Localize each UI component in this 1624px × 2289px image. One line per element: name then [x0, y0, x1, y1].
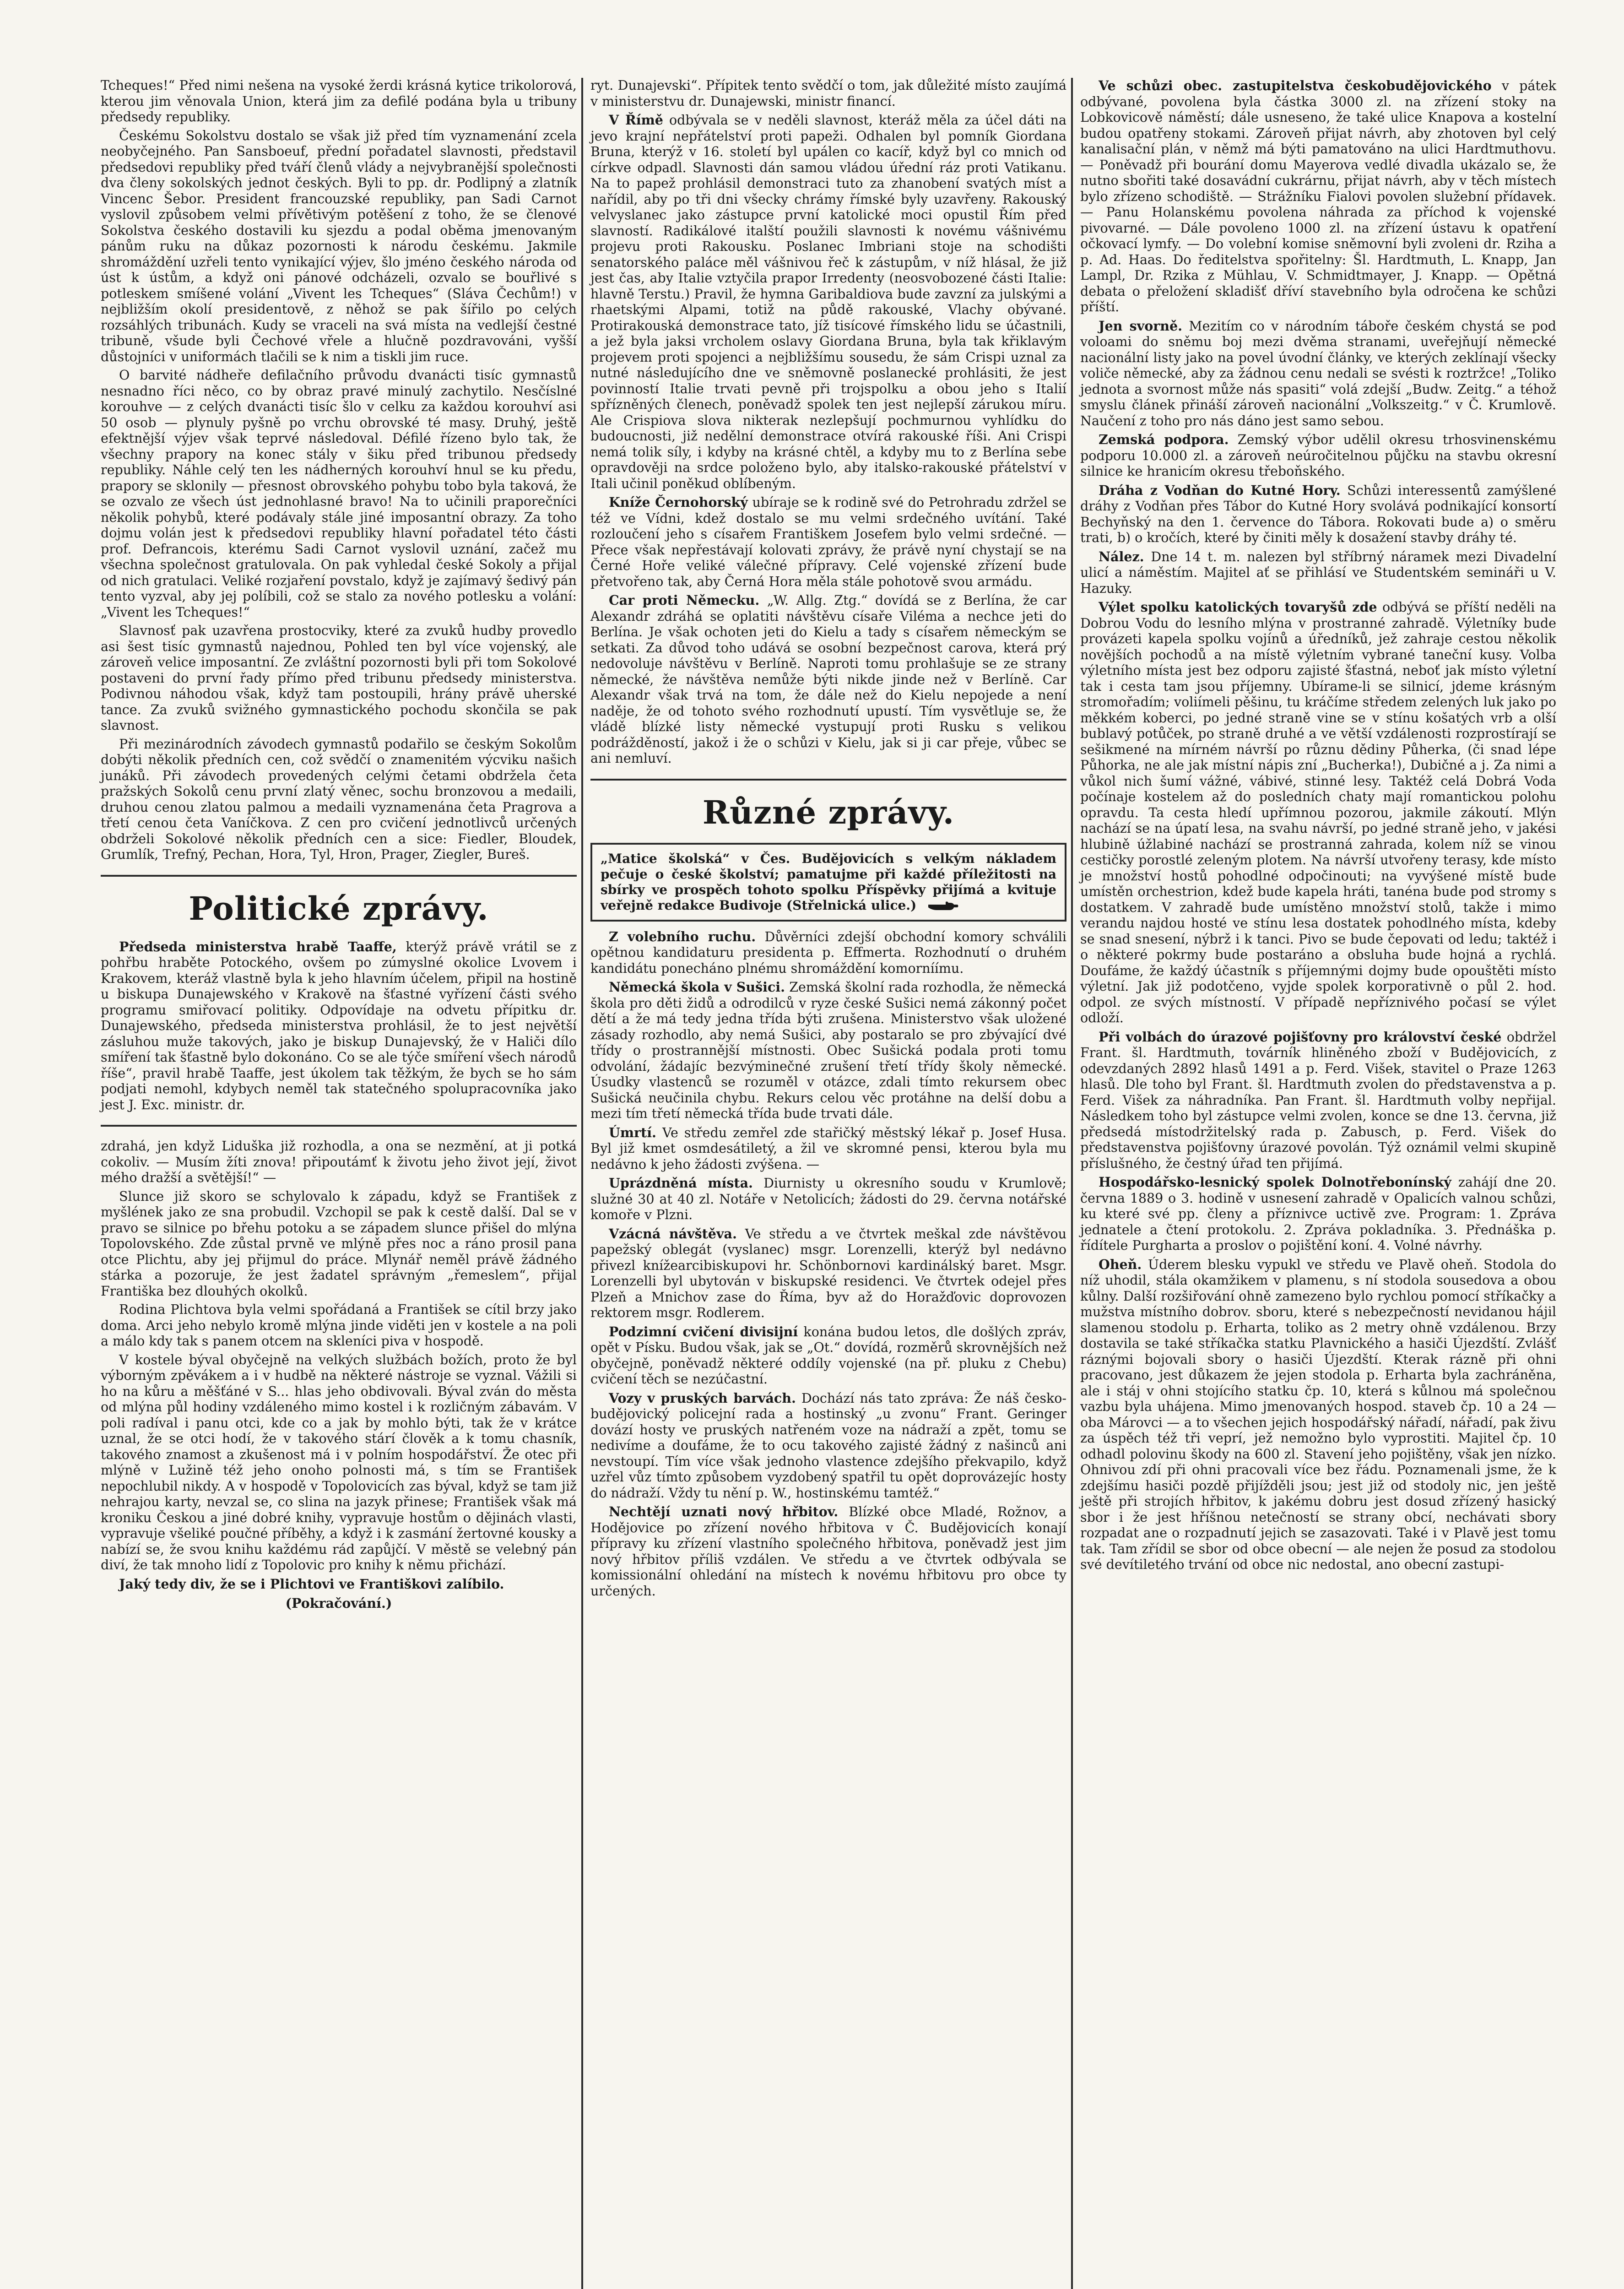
- news-item: [1080, 599, 1556, 1026]
- news-item-lead: Car proti Německu.: [609, 592, 760, 608]
- news-item-text: „W. Allg. Ztg.“ dovídá se z Berlína, že car Alexandr zdráhá se oplatiti návštěvu císaře Viléma a nechce jeti do Berlína. Je však ochoten jeti do Kielu a tady s císařem německým se setkati. Za důvod toho udává se osobní bezpečnost carova, která prý nedovoluje návštěvu v Berlíně. Naproti tomu prohlašuje se ze strany německé, že návštěva nemůže býti nikde jinde než v Berlíně. Car Alexandr však trvá na tom, že dále než do Kielu nepojede a není naděje, že od tohoto svého rozhodnutí upustí. Tím vysvětluje se, že vládě blízké listy německé vystupují proti Rusku s velikou podrážděností, jakož i že o schůzi v Kielu, jak si ji car přeje, vůbec se ani nemluví.: [590, 593, 1066, 766]
- news-item: [1080, 549, 1556, 597]
- section-heading-various: Různé zprávy.: [702, 793, 955, 831]
- news-item: [1080, 1174, 1556, 1254]
- news-item: [590, 929, 1066, 977]
- news-item: [1080, 1257, 1556, 1573]
- pointing-hand-icon: [927, 898, 959, 913]
- article-paragraph: O barvité nádheře defilačního průvodu dvanácti tisíc gymnastů nesnadno říci něco, co by obraz pravé minulý zachytilo. Nesčíslné korouhve — z celých dvanácti tisíc šlo v celku za každou korouhví asi 50 osob — plynuly pyšně po vrchu obrovské té masy. Druhý, ještě efektnější výjev však teprvé následoval. Défilé řízeno bylo tak, že všechny prapory na konec stály v šiku před tribunou předsedy republiky. Náhle celý ten les nádherných korouhví hnul se ku předu, prapory se sklonily — přesnost obrovského pohybu tobo byla taková, že se ozvalo ze všech úst jednohlasné bravo! Na to učinili praporečníci několik pohybů, které podávaly stále jiné imposantní obrazy. Za toho dojmu volán jest k předsedovi republiky hlavní pořadatel této části prof. Defrancois, kterému Sadi Carnot vyslovil uznání, začež mu všechna společnost gratulovala. On pak vyhledal české Sokoly a přijal od nich gratulaci. Veliké rozjaření povstalo, když je zajímavý šedivý pán tento vyzval, aby jej políbili, což se stalo za nového potlesku a volání: „Vivent les Tcheques!“: [101, 368, 577, 620]
- news-item-lead: Předseda ministerstva hrabě Taaffe,: [119, 938, 397, 955]
- news-item: [1080, 432, 1556, 480]
- news-item: [590, 1324, 1066, 1388]
- news-item-lead: Podzimní cvičení divisijní: [609, 1323, 798, 1340]
- feuilleton-paragraph: Rodina Plichtova byla velmi spořádaná a František se cítil brzy jako doma. Arci jeho nebylo kromě mlýna jinde viděti jen v kostele a na poli a málo kdy tak s panem otcem na skleníci piva v hospodě.: [101, 1302, 577, 1349]
- feuilleton-paragraph: Slunce již skoro se schylovalo k západu, když se František z myšlének jako ze sna probudil. Vzchopil se pak k cestě další. Dal se v pravo se silnice po břehu potoku a se západem slunce přišel do mlýna Topolovského. Zde zůstal prvně ve mlýně přes noc a ráno prosil pana otce Plichtu, aby jej přijmul do práce. Mlynář neměl právě žádného stárka a pozoruje, že jest žadatel správným „řemeslem“, přijal Františka bez dlouhých okolků.: [101, 1188, 577, 1299]
- news-item: ryt. Dunajevski“. Přípitek tento svědčí o tom, jak důležité místo zaujímá v ministerstvu dr. Dunajewski, ministr financí.: [590, 78, 1066, 109]
- column-rule: [581, 78, 583, 2289]
- news-item: [590, 112, 1066, 492]
- news-item-text: zahájí dne 20. června 1889 o 3. hodině v usnesení zahradě v Opalicích valnou schůzi, ku které své pp. členy a příznivce uctivě zve. Program: 1. Zpráva jednatele a čtení protokolu. 2. Zpráva pokladníka. 3. Přednáška p. řídítele Purgharta a proslov o pojištění koní. 4. Volné návrhy.: [1080, 1175, 1557, 1253]
- news-item-text: Úderem blesku vypukl ve středu ve Plavě oheň. Stodola do níž uhodil, stála okamžikem v plamenu, s ní stodola sousedova a obou kůlny. Další rozšiřování ohně zamezeno bylo rychlou pomocí stříkačky a mužstva místního dobrov. sboru, které s nebezpečností nevidanou hájil slamenou stodolu p. Erharta, toliko as 2 metry ohně vzdálenou. Brzy dostavila se také stříkačka statku Plavnického a hasiči Újezdští. Zvlášť ráznými bojovali sbory o hasiči Újezdští. Kterak rázně při ohni pracovano, jest důkazem že jejen stodola p. Erharta byla zachráněna, ale i stáj v ohni stojícího statku čp. 10, která s kůlnou má společnou vazbu byla uhájena. Mimo jmenovaných hospod. staveb čp. 10 a 24 — oba Márovci — a to všechen jejich hospodářský nářadí, nářadí, pak živu za úspěch též tři veprí, jež nemožno bylo vyprostiti. Majitel čp. 10 odhadl polovinu škody na 600 zl. Stavení jeho pojištěny, však jen nízko. Ohnivou zdí při ohni pracovali více bez řádu. Poznamenali jsme, že k zdejšímu hasiči pozdě přijížděli jsou; jest již od stodoly nic, jen ještě ještě při strojích hřbitov, k jakému dobru jest dosud zřízený hasický sbor i že jest hříšnou netečností se strany obcí, nechávati sbory rozpadat ane o rozpadnutí jejich se zasazovati. Také i v Plavě jest tomu tak. Tam zřídil se sbor od obce obecní — ale nejen že posud za stodolou své devítiletého trvání od obce nic nedostal, ano obecní zastupi-: [1080, 1257, 1556, 1572]
- section-rule: [101, 1125, 577, 1127]
- news-item-text: odbývala se v neděli slavnost, kteráž měla za účel dáti na jevo krajní nepřátelství proti papeži. Odhalen byl pomník Giordana Bruna, kterýž v 16. století byl upálen co kacíř, když byl co mnich od církve odpadl. Slavnosti dán samou vládou úřední ráz proti Vatikanu. Na to papež prohlásil demonstraci tuto za zhanobení svatých míst a nařídil, aby po tři dni všecky chrámy římské byly uzavřeny. Rakouský velvyslanec jako zástupce první katolické moci opustil Řím před slavností. Radikálové italští použili slavnosti k novému vášnivému projevu proti Rakousku. Poslanec Imbriani stoje na schodišti senatorského paláce měl vášnivou řeč k zástupům, v níž hlásal, že již jest čas, aby Italie vztyčila prapor Irredenty (neosvobozené části Italie: hlavně Terstu.) Pravil, že hymna Garibaldiova bude zavzní za julskými a rhaetskými Alpami, totiž na půdě rakouské, Vlachy obývané. Protirakouská demonstrace tato, jíž tisícové římského lidu se účastnili, a jež byla jaksi vrcholem oslavy Giordana Bruna, byla tak křiklavým projevem proti spojenci a nejbližšímu sousedu, že sám Crispi uznal za nutné následujícího dne ve sněmovně poslanecké prohlásiti, že jest povinností Italie trvati pevně při trojspolku a obou jeho s Italií spřízněných členech, poněvadž spolek ten jest nejlepší zárukou míru. Ale Crispiova slova nikterak nezlepšují pochmurnou vyhlídku do budoucnosti, již nedělní demonstrace otvírá rakouské říši. Ani Crispi nemá tolik síly, i kdyby na krásné chtěl, a kdyby mu to z Berlína sebe opravdověji na srdce položeno bylo, aby italsko-rakouské přátelství v Itali učinil poněkud oblíbeným.: [590, 113, 1066, 491]
- news-item-text: Ve středu zemřel zde stařičký městský lékař p. Josef Husa. Byl již kmet osmdesátiletý, a žil ve skromné pensi, kterou byla mu nedávno k jeho žádosti zvýšena. —: [590, 1125, 1066, 1172]
- news-item-lead: V Římě: [609, 112, 663, 128]
- news-item-text: Mezitím co v národním táboře českém chystá se pod voloami do sněmu boj mezi dvěma stranami, uveřejňují německé nacionální listy jako na povel úvodní články, ve kterých zeklínají všecky voliče německé, aby za žádnou cenu nedali se svésti k roztržce! „Toliko jednota a svornost může nás spasiti“ volá zdejší „Budw. Zeitg.“ a téhož smyslu článek přináší zároveň nacionální „Volkszeitg.“ v Č. Krumlově. Naučení z toho pro nás dáno jest samo sebou.: [1080, 318, 1557, 429]
- column-rule: [1071, 78, 1073, 2289]
- feuilleton-paragraph: V kostele býval obyčejně na velkých službách božích, proto že byl výborným zpěvákem a i v hudbě na některé nástroje se vyznal. Vážili si ho na kůru a měšťáné v S... hlas jeho obdivovali. Býval zván do města od mlýna půl hodiny vzdáleného mimo kostel i k rozličným zábavám. V poli radíval i panu otci, kde co a jak by mohlo býti, tak že v krátce uznal, že se otci hodí, že v takového stárí člověk a k tomu chasník, takového znamost a zkušenost má i v polním hospodářství. Že otec při mlýně v Lužině též jeho onoho polnosti má, s tím se František nepochlubil nikdy. A v hospodě v Topolovicích zas býval, když se tam již nehrajou karty, nevzal se, co slina na jazyk přinese; František však má kroniku Českou a jiné dobré knihy, vypravuje hostům o dějinách vlasti, vypravuje všeliké poučné příběhy, a když i k zasmání žertovné kousky a nabízí se, že svou knihu každému rád zapůjčí. V městě se velebný pán diví, že tak mnoho lidí z Topolovic pro knihy k němu přichází.: [101, 1352, 577, 1573]
- column-1: [101, 78, 577, 1614]
- news-item-lead: Nechtějí uznati nový hřbitov.: [609, 1504, 839, 1519]
- notice-text: „Matice školská“ v Čes. Budějovicích s velkým nákladem pečuje o české školství; pamatujme při každé příležitosti na sbírky ve prospěch tohoto spolku Příspěvky přijímá a kvituje veřejně redakce Budivoje (Střelnická ulice.): [601, 851, 1056, 913]
- news-item-text: Dne 14 t. m. nalezen byl stříbrný náramek mezi Divadelní ulicí a náměstím. Majitel ať se přihlásí ve Studentském semináři u V. Hazuky.: [1080, 549, 1557, 596]
- news-item-lead: Uprázdněná místa.: [609, 1175, 753, 1191]
- matice-notice-box: [590, 843, 1066, 922]
- news-item-lead: Vozy v pruských barvách.: [609, 1390, 796, 1406]
- news-item: [590, 1125, 1066, 1173]
- news-item-lead: Výlet spolku katolických tovaryšů zde: [1099, 599, 1377, 615]
- news-item-text: v pátek odbývané, povolena byla částka 3000 zl. na zřízení stoky na Lobkovicově náměstí; dále usneseno, že také ulice Knapova a kostelní budou opatřeny stokami. Zároveň přijat návrh, aby zhotoven byl celý kanalisační plán, v němž má býti pamatováno na ulici Hardtmuthovu. — Poněvadž při bourání domu Mayerova vedlé divadla ukázalo se, že nutno sbořiti také dosavádní cukrárnu, přijat návrh, aby v těch místech bylo zřízeno schodiště. — Strážníku Fialovi povolen služební přídavek. — Panu Holanskému povolena náhrada za příchod k vojenské pivovarné. — Dále povoleno 1000 zl. na zřízení ústavu k opatření očkovací lymfy. — Do volební komise sněmovní byli zvoleni dr. Rziha a p. Ad. Haas. Do ředitelstva spořitelny: Šl. Hardtmuth, L. Knapp, Jan Lampl, Dr. Rzika z Mühlau, V. Schmidtmayer, J. Knapp. — Opětná debata o přeložení skladišť dříví stavebního byla odročena ke schůzi příští.: [1080, 78, 1557, 315]
- news-item: [1080, 318, 1556, 429]
- news-item: [1080, 483, 1556, 546]
- news-item-lead: Německá škola v Sušici.: [609, 979, 785, 995]
- news-item-text: konána budou letos, dle došlých zpráv, opět v Písku. Budou však, jak se „Ot.“ dovídá, rozměrů skrovnějších než obyčejně, poněvadž některé oddíly vojenské (na př. pluku z Chebu) cvičení těch se nezúčastní.: [590, 1324, 1066, 1387]
- feuilleton-paragraph: zdrahá, jen když Liduška již rozhodla, a ona se nezmění, at ji potká cokoliv. — Musím žíti znova! připoutámť k životu jeho život její, život mého dražší a světější!“ —: [101, 1139, 577, 1185]
- news-item: [1080, 78, 1556, 315]
- news-item-text: Schůzi interessentů zamýšlené dráhy z Vodňan přes Tábor do Kutné Hory svolává podnikající konsortí Bechyňský na den 1. července do Tábora. Rokovati bude a) o směru trati, b) o kročích, které by činiti měly k dosažení stavby dráhy té.: [1080, 483, 1557, 545]
- news-item: [590, 979, 1066, 1122]
- news-item-lead: Hospodářsko-lesnický spolek Dolnotřebonínský: [1099, 1174, 1451, 1190]
- news-item: [590, 1226, 1066, 1321]
- column-2: [590, 78, 1066, 1602]
- section-rule: [590, 779, 1066, 781]
- section-heading-political: Politické zprávy.: [189, 889, 489, 928]
- section-rule: [101, 875, 577, 877]
- news-item-text: Diurnisty u okresního soudu v Krumlově; služné 30 at 40 zl. Notáře v Netolicích; žádosti do 29. června notářské komoře v Plzni.: [590, 1176, 1067, 1222]
- news-item: [590, 592, 1066, 767]
- news-item-lead: Jen svorně.: [1099, 318, 1183, 334]
- news-item-lead: Z volebního ruchu.: [609, 928, 756, 944]
- news-item-lead: Úmrtí.: [609, 1124, 656, 1140]
- news-item: [1080, 1029, 1556, 1172]
- news-item: [590, 1504, 1066, 1599]
- news-item-text: Ve středu a ve čtvrtek meškal zde návštěvou papežský oblegát (vyslanec) msgr. Lorenzelli, kterýž byl nedávno přivezl knížearcibiskupovi hr. Schönbornovi kardinálský baret. Msgr. Lorenzelli byl ubytován v biskupské residenci. Ve čtvrtek odejel přes Plzeň a Mnichov zase do Říma, byv až do Horažďovic doprovozen rektorem msgr. Rodlerem.: [590, 1226, 1067, 1320]
- news-item-lead: Kníže Černohorský: [609, 494, 748, 510]
- news-item-lead: Vzácná návštěva.: [609, 1226, 737, 1242]
- news-item-text: odbývá se příští neděli na Dobrou Vodu do lesního mlýna v prostranné zahradě. Výletníky bude provázeti kapela spolku vojínů a úředníků, jež zahraje cestou několik novějších pochodů a na místě výletním vybrané taneční kusy. Volba výletního místa jest bez odporu zajisté šťastná, neboť jak místo výletní tak i cesta tam jsou příjemny. Ubírame-li se silnicí, jdeme krásným stromořadím; voliímeli pěšinu, tu kráčíme středem zelených luk jako po měkkém koberci, po jedné straně vine se v stínu košatých vrb a olší bublavý potůček, po straně druhé a ve větší vzdálenosti rozprostírají se sešikmené na mírném návrší po různu dědiny Půherka, (či snad lépe Půhorka, ne ale jak místní nápis zní „Bucherka!), Dubičné a j. Za nimi a vůkol nich šumí vážné, vábivé, stinné lesy. Taktéž celá Dobrá Voda počínaje kostelem až do posledních chaty mají romantickou polohu opravdu. Ta cesta hledí upřímnou pozorou, jakmile zákoutí. Mlýn nachází se na úpatí lesa, na svahu návrší, po jedné straně jeho, v jakési hlubině úžlabiné nachází se prostranná zahrada, kolem níž se vinou cestičky porostlé zeleným plotem. Na návrší utvořeny terasy, kde místo je množství hostů pohodlné odpočinouti; na vyvýšené místě bude umístěn orchestrion, kdež bude kapela hráti, tanéna bude pod stromy s dostatkem. V zahradě bude umístěno množství stolů, takže i mimo verandu najdou hosté ve stínu lesa dostatek pohodlného místa, kdeby se snad snesení, nýbrž i k tanci. Pivo se bude čepovati od ledu; taktéž i o některé pokrmy bude postaráno a obsluha bude hojná a rychlá. Doufáme, že každý účastník s příjemnými dojmy bude opouštěti místo výletní. Jak již podotčeno, vyjde spolek korporativně o půl 2. hod. odpol. ze svých místností. V případě nepříznivého počasí se výlet odloží.: [1080, 600, 1557, 1025]
- feuilleton-paragraph: Jaký tedy div, že se i Plichtovi ve Františkovi zalíbilo.: [119, 1576, 504, 1592]
- news-item-text: Blízké obce Mladé, Rožnov, a Hodějovice po zřízení nového hřbitova v Č. Budějovicích konají přípravy ku zřízení vlastního společného hřbitova, poněvadž jest jim nový hřbitov příliš vzdálen. Ve středu a ve čtvrtek odbývala se komissionální ohledání na místech k novému hřbitovu pro obce ty určených.: [590, 1504, 1066, 1599]
- news-item-text: Dochází nás tato zpráva: Že náš česko-budějovický policejní rada a hostinský „u zvonu“ Frant. Geringer dovází hosty ve pruských natřeném voze na nádraží a zpět, tomu se nedivíme a doufáme, že to ocu takového zajisté žádný z našinců ani nevstoupí. Tím více však jednoho vlastence zdejšího překvapilo, když uzřel vůz tímto způsobem vyzdobený spatřil tu opět doprovázejíc hosty do nádraží. Vždy tu nění p. W., hostinskému tamtéž.“: [590, 1390, 1067, 1501]
- news-item: [590, 1175, 1066, 1223]
- news-item-text: Důvěrníci zdejší obchodní komory schválili opětnou kandidaturu presidenta p. Effmerta. Rozhodnutí o druhém kandidátu ponecháno plnému shromáždění komorníímu.: [590, 929, 1066, 976]
- news-item-text: kterýž právě vrátil se z pohřbu hraběte Potockého, ovšem po zúmyslné okolice Lvovem i Krakovem, kteráž vlastně byla k jeho hlavním účelem, připil na hostině u biskupa Dunajewského v Krakově na šťastné vyřízení části svého programu smiřovací politiky. Odpovídaje na odvetu přípitku dr. Dunajewského, předseda ministerstva prohlásil, že to jest největší zásluhou muže takových, jako je biskup Dunajevský, že v Haliči dílo smíření tak šťastně bylo dokonáno. Co se ale týče smíření všech národů říše“, pravil hrabě Taaffe, jest úkolem tak těžkým, že bych se ho sám podjati nemohl, kdybych neměl tak statečného spolupracovníka jako jest J. Exc. ministr. dr.: [101, 939, 577, 1112]
- news-item-lead: Při volbách do úrazové pojišťovny pro království české: [1099, 1029, 1502, 1045]
- continuation-note: (Pokračování.): [285, 1595, 392, 1611]
- news-item-text: Zemský výbor udělil okresu trhosvinenskému podporu 10.000 zl. a zároveň neúročitelnou půjčku na stavbu okresní silnice ke hranicím okresu třeboňského.: [1080, 432, 1557, 479]
- news-item-text: Zemská školní rada rozhodla, že německá škola pro děti židů a odrodilců v ryze české Sušici nemá zákonný počet dětí a že má tedy jedna třída býti zrušena. Ministerstvo však uložené zásady rozhodlo, aby nemá Sušici, aby postaralo se pro zbývající dvé třídy o prostrannější místnosti. Obec Sušická podala proti tomu odvolání, žádajíc bezvýminečné zrušení třetí třídy školy německé. Úsudky vlastenců se rozuměl v otázce, zdali tímto rekursem obec Sušická neučinila chybu. Rekurs celou věc protáhne na delší dobu a mezi tím třetí německá třída bude trvati dále.: [590, 980, 1066, 1121]
- news-item-lead: Dráha z Vodňan do Kutné Hory.: [1099, 482, 1341, 498]
- news-item-lead: Oheň.: [1099, 1256, 1142, 1272]
- article-paragraph: Při mezinárodních závodech gymnastů podařilo se českým Sokolům dobýti několik předních cen, což svědčí o znamenitém výcviku našich junáků. Při závodech provedených celými četami obdržela četa pražských Sokolů cenu první zlatý věnec, sochu bronzovou a medaili, druhou cenou zlatou palmou a medaili vyznamenána četa Pragrova a třetí cenou četa Vaníčkova. Z cen pro cvičení jednotlivců určených obdrželi Sokolové několik předních cen a sice: Fiedler, Bloudek, Grumlík, Trefný, Pechan, Hora, Tyl, Hron, Prager, Ziegler, Bureš.: [101, 736, 577, 862]
- news-item-lead: Zemská podpora.: [1099, 432, 1229, 447]
- news-item-text: ubíraje se k rodině své do Petrohradu zdržel se též ve Vídni, kdež dostalo se mu velmi srdečného uvítání. Také rozloučení jeho s císařem Františkem Josefem bylo velmi srdečné. — Přece však nepřestávají kolovati zprávy, že právě nyní chystají se na Černé Hoře veliké válečné přípravy. Celé vojenské zřízení bude přetvořeno tak, aby Černá Hora měla stále pohotově svou armádu.: [590, 495, 1067, 589]
- news-item-text: obdržel Frant. šl. Hardtmuth, továrník hliněného zboží v Budějovicích, z odevzdaných 2892 hlasů 1491 a p. Ferd. Višek, stavitel o Praze 1263 hlasů. Dle toho byl Frant. šl. Hardtmuth zvolen do představenstva a p. Ferd. Višek za náhradníka. Pan Frant. šl. Hardtmuth volby nepřijal. Následkem toho byl zástupce velmi zvolen, konce se dne 13. června, již předsedá místodržitelský rada p. Zabusch, p. Ferd. Višek do představenstva pojišťovny úrazové povolán. Týž oznámil velmi skupině příslušného, že čestný úřad ten přijímá.: [1080, 1029, 1557, 1171]
- article-paragraph: Českému Sokolstvu dostalo se však již před tím vyznamenání zcela neobyčejného. Pan Sansboeuf, přední pořadatel slavnosti, představil předsedovi republiky před tváří členů vlády a nejvybranější společnosti dva členy sokolských jednot českých. Byli to pp. dr. Podlipný a zlatník Vincenc Šebor. President francouzské republiky, pan Sadi Carnot vyslovil způsobem velmi přívětivým potěšení z toho, že se členové Sokolstva českého dostavili ku sjezdu a podal oběma jmenovaným pánům ruku na důkaz pozornosti k národu českému. Jakmile shromáždění uzřeli tento vynikající výjev, šlo jméno českého národa od úst k ústům, a když oni pánové odcházeli, ozvalo se bouřlivé s potleskem smíšené volání „Vivent les Tcheques“ (Sláva Čechům!) v nejbližším okolí presidentově, z něhož se pak šířilo po celých rozsáhlých tribunách. Kudy se vraceli na svá místa na vedlejší čestné tribuně, všude byli Čechové vřele a hlučně pozdravováni, vyšší důstojníci v uniformách tlačili se k nim a tiskli jim ruce.: [101, 128, 577, 364]
- news-item: [101, 939, 577, 1113]
- news-item: [590, 494, 1066, 590]
- article-paragraph: Tcheques!“ Před nimi nešena na vysoké žerdi krásná kytice trikolorová, kterou jim věnovala Union, která jim za defilé podána byla u tribuny předsedy republiky.: [101, 78, 577, 125]
- news-item-lead: Nález.: [1099, 548, 1144, 564]
- news-item-lead: Ve schůzi obec. zastupitelstva českobudějovického: [1099, 78, 1492, 93]
- column-3: [1080, 78, 1556, 1576]
- news-item: [590, 1390, 1066, 1502]
- article-paragraph: Slavnosť pak uzavřena prostocviky, které za zvuků hudby provedlo asi šest tisíc gymnastů najednou, Pohled ten byl více vojenský, ale zároveň velice imposantní. Ze zvláštní pozornosti byli při tom Sokolové postaveni do první řady přímo před tribunu předsedy ministerstva. Podivnou náhodou však, když tam postoupili, hrány právě uherské tance. Za zvuků svižného gymnastického pochodu skončila se pak slavnost.: [101, 623, 577, 733]
